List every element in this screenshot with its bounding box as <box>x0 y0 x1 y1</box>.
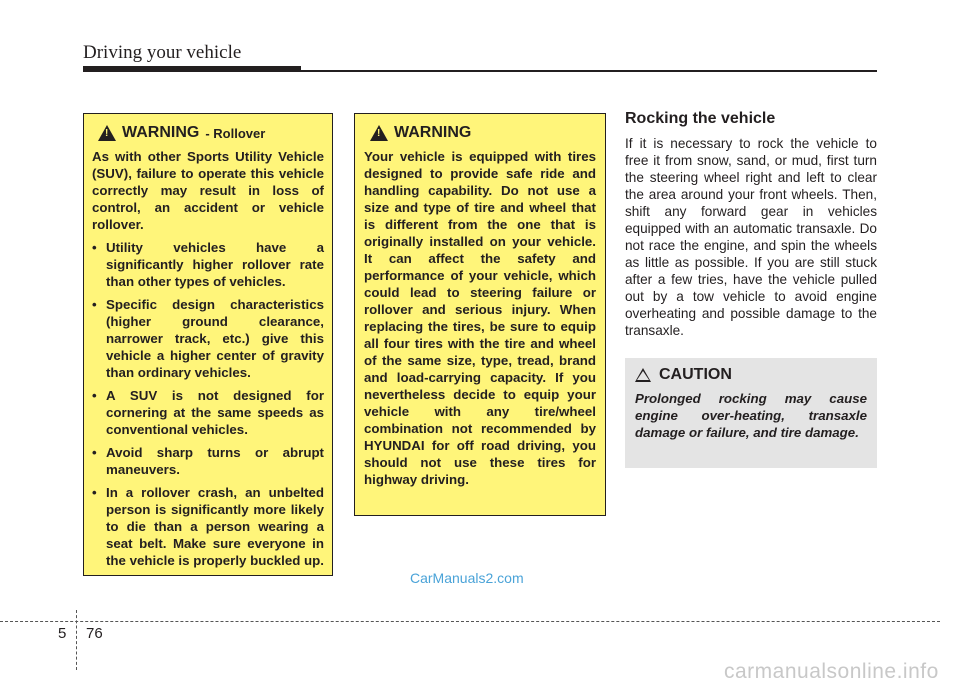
warning-icon <box>370 125 388 141</box>
list-item: • Utility vehicles have a significantly higher rollover rate than other types of vehicles. <box>92 239 324 290</box>
warning-rollover-box <box>83 113 333 576</box>
caution-label: CAUTION <box>659 366 732 383</box>
footer-rule <box>0 621 940 622</box>
watermark-large: carmanualsonline.info <box>724 660 939 683</box>
warning-tires-text: Your vehicle is equipped with tires designed to provide safe ride and handling capability. Do not use a size and type of tire and wheel that is different from the one that is originally installed on your vehicle. It can affect the safety and performance of your vehicle, which could lead to steering failure or rollover and serious injury. When replacing the tires, be sure to equip all four tires with the tire and wheel of the same size, type, tread, brand and load-carrying capacity. If you nevertheless decide to equip your vehicle with any tire/wheel combination not recommended by HYUNDAI for off road driving, you should not use these tires for highway driving. <box>364 149 596 487</box>
warning-tires-title <box>364 124 596 142</box>
section-heading: Rocking the vehicle <box>625 110 776 127</box>
warning-label: WARNING <box>394 124 472 141</box>
section-number: 5 <box>58 625 67 642</box>
footer-vertical-rule <box>76 610 77 670</box>
warning-sublabel: - Rollover <box>205 125 266 141</box>
caution-text: Prolonged rocking may cause engine over-heating, transaxle damage or failure, and tire damage. <box>635 391 867 440</box>
warning-label: WARNING <box>122 124 200 141</box>
list-item: • Specific design characteristics (higher ground clearance, narrower track, etc.) give this vehicle a higher center of gravity than ordinary vehicles. <box>92 296 324 381</box>
page-number: 76 <box>86 625 103 642</box>
page-header-title: Driving your vehicle <box>83 42 242 63</box>
header-rule-thick <box>83 66 301 72</box>
warning-rollover-title <box>92 124 324 142</box>
watermark-small[interactable]: CarManuals2.com <box>410 570 524 586</box>
list-item: • Avoid sharp turns or abrupt maneuvers. <box>92 444 324 478</box>
warning-tires-box <box>354 113 606 516</box>
warning-rollover-list <box>92 239 324 569</box>
list-item: • A SUV is not designed for cornering at the same speeds as conventional vehicles. <box>92 387 324 438</box>
list-item: • In a rollover crash, an unbelted person is significantly more likely to die than a person wearing a seat belt. Make sure everyone in the vehicle is properly buckled up. <box>92 484 324 569</box>
section-body: If it is necessary to rock the vehicle to free it from snow, sand, or mud, first turn the steering wheel right and left to clear the area around your front wheels. Then, shift any forward gear in vehicles equipped with an automatic transaxle. Do not race the engine, and spin the wheels as little as possible. If you are still stuck after a few tries, have the vehicle pulled out by a tow vehicle to avoid engine overheating and possible damage to the transaxle. <box>625 136 877 338</box>
caution-icon <box>635 368 651 382</box>
warning-rollover-intro: As with other Sports Utility Vehicle (SUV), failure to operate this vehicle correctly may result in loss of control, an accident or vehicle rollover. <box>92 149 324 232</box>
header-rule-thin <box>301 70 877 72</box>
caution-title <box>635 366 867 384</box>
warning-icon <box>98 125 116 141</box>
caution-box <box>625 358 877 468</box>
